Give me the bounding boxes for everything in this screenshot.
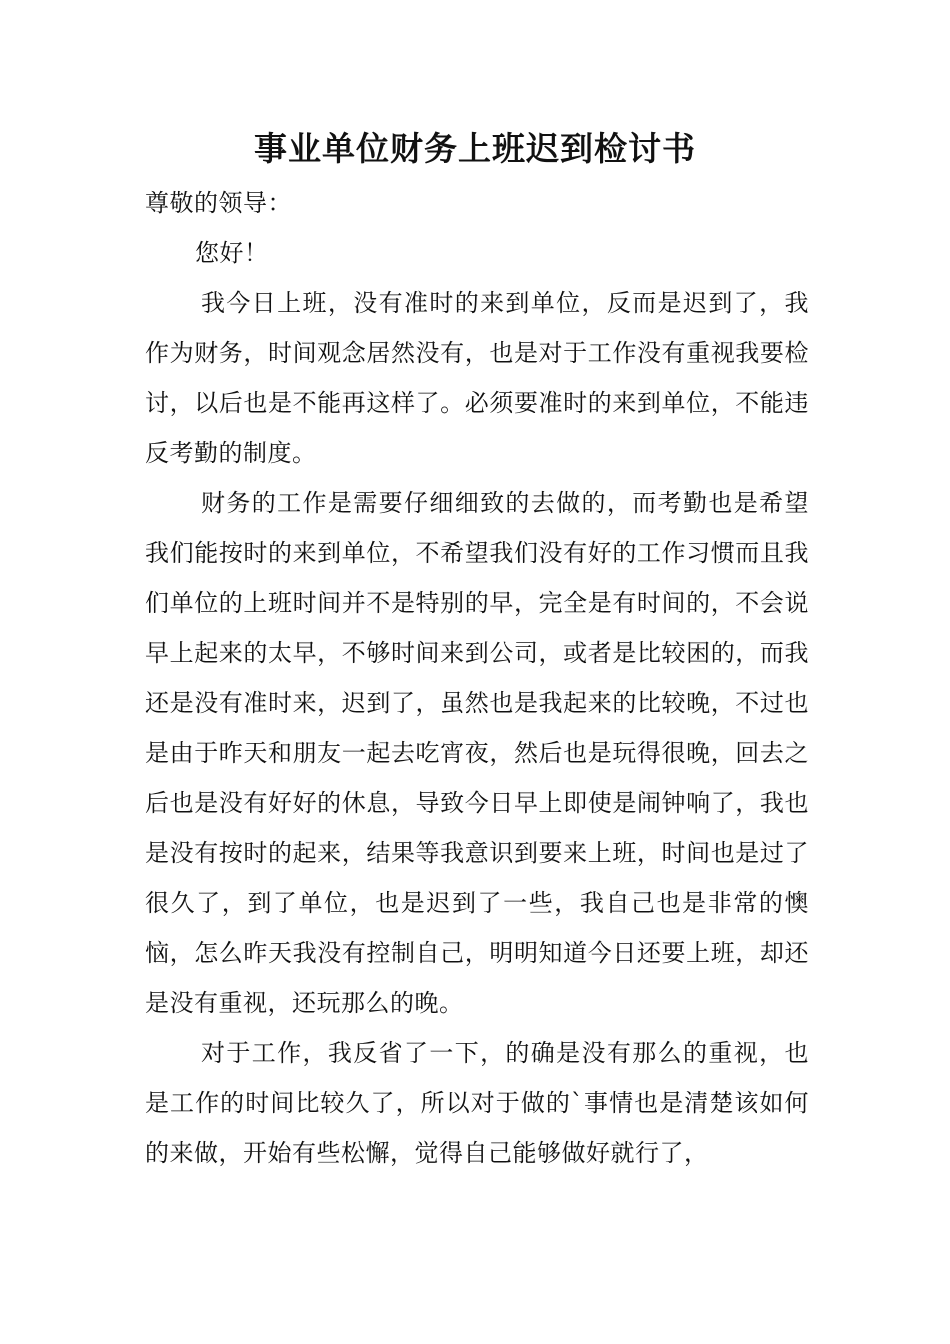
- salutation: 尊敬的领导：: [145, 189, 292, 217]
- paragraph-1: 我今日上班，没有准时的来到单位，反而是迟到了，我作为财务，时间观念居然没有，也是对于工作没有重视我要检讨，以后也是不能再这样了。必须要准时的来到单位，不能违反考勤的制度。: [145, 289, 809, 467]
- paragraph-3: 对于工作，我反省了一下，的确是没有那么的重视，也是工作的时间比较久了，所以对于做的`事情也是清楚该如何的来做，开始有些松懈，觉得自己能够做好就行了，: [145, 1039, 809, 1167]
- document-title: 事业单位财务上班迟到检讨书: [254, 129, 696, 168]
- document-body: [145, 178, 809, 1178]
- paragraph-2: 财务的工作是需要仔细细致的去做的，而考勤也是希望我们能按时的来到单位，不希望我们没有好的工作习惯而且我们单位的上班时间并不是特别的早，完全是有时间的，不会说早上起来的太早，不够时间来到公司，或者是比较困的，而我还是没有准时来，迟到了，虽然也是我起来的比较晚，不过也是由于昨天和朋友一起去吃宵夜，然后也是玩得很晚，回去之后也是没有好好的休息，导致今日早上即使是闹钟响了，我也是没有按时的起来，结果等我意识到要来上班，时间也是过了很久了，到了单位，也是迟到了一些，我自己也是非常的懊恼，怎么昨天我没有控制自己，明明知道今日还要上班，却还是没有重视，还玩那么的晚。: [145, 489, 809, 1017]
- greeting: 您好！: [195, 239, 269, 267]
